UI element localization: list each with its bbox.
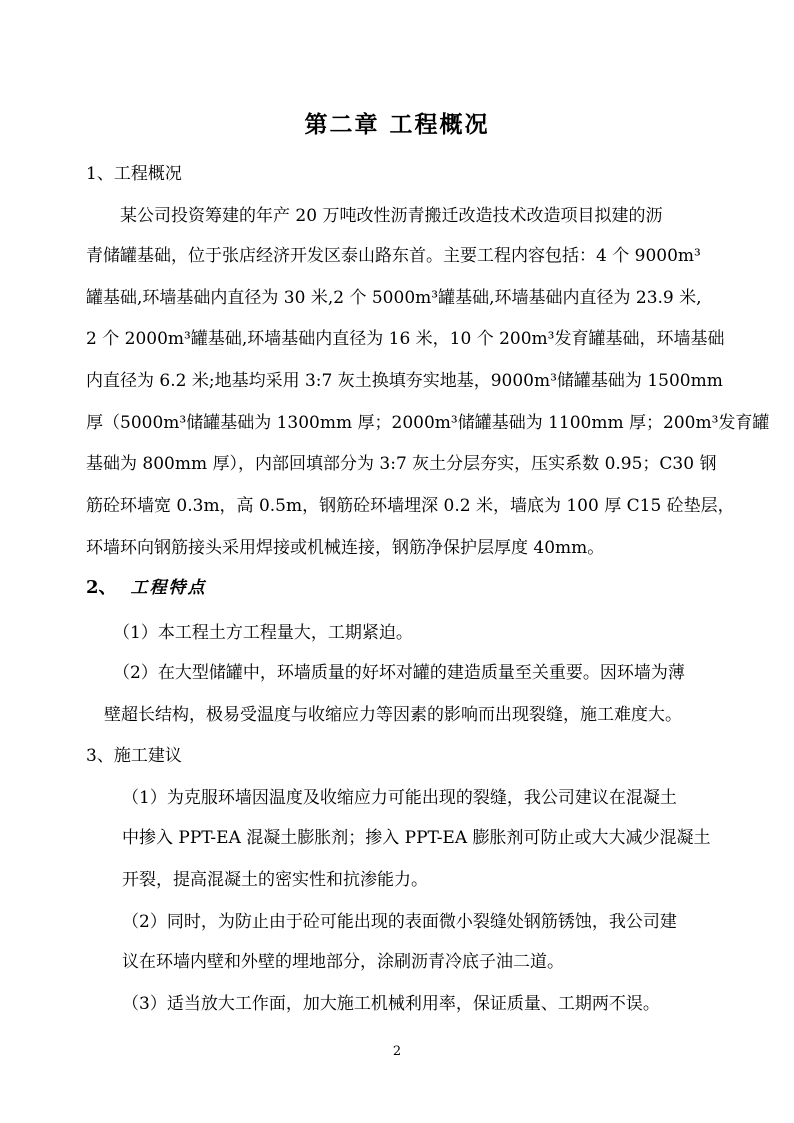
paragraph-line: 罐基础,环墙基础内直径为 30 米,2 个 5000m³罐基础,环墙基础内直径为 23.9 米, (86, 288, 702, 308)
paragraph-line: 基础为 800mm 厚），内部回填部分为 3:7 灰土分层夯实，压实系数 0.95；C30 钢 (86, 454, 717, 474)
section-3-heading: 3、施工建议 (86, 746, 182, 766)
list-item: （2）同时，为防止由于砼可能出现的表面微小裂缝处钢筋锈蚀，我公司建 (122, 912, 677, 932)
list-item: 议在环墙内壁和外壁的埋地部分，涂刷沥青冷底子油二道。 (122, 952, 564, 972)
list-item: （1）本工程土方工程量大，工期紧迫。 (113, 623, 413, 643)
list-item: 开裂，提高混凝土的密实性和抗渗能力。 (122, 870, 428, 890)
section-2-number: 2、 (86, 577, 117, 598)
list-item: 中掺入 PPT-EA 混凝土膨胀剂；掺入 PPT-EA 膨胀剂可防止或大大减少混凝土 (122, 828, 711, 848)
list-item: （1）为克服环墙因温度及收缩应力可能出现的裂缝，我公司建议在混凝土 (122, 788, 677, 808)
list-item: 壁超长结构，极易受温度与收缩应力等因素的影响而出现裂缝，施工难度大。 (104, 705, 682, 725)
paragraph-line: 厚（5000m³储罐基础为 1300mm 厚；2000m³储罐基础为 1100mm 厚；200m³发育罐 (86, 413, 770, 433)
section-2-title: 工程特点 (130, 578, 207, 598)
list-item: （2）在大型储罐中，环墙质量的好坏对罐的建造质量至关重要。因环墙为薄 (113, 663, 685, 683)
paragraph-line: 筋砼环墙宽 0.3m，高 0.5m，钢筋砼环墙埋深 0.2 米，墙底为 100 厚 C15 砼垫层， (86, 496, 735, 516)
paragraph-line: 内直径为 6.2 米;地基均采用 3:7 灰土换填夯实地基，9000m³储罐基础为 1500mm (86, 371, 723, 391)
paragraph-line: 某公司投资筹建的年产 20 万吨改性沥青搬迁改造技术改造项目拟建的沥 (86, 206, 663, 226)
paragraph-line: 2 个 2000m³罐基础,环墙基础内直径为 16 米，10 个 200m³发育罐基础，环墙基础 (86, 329, 725, 349)
page-number: 2 (392, 1044, 402, 1059)
paragraph-line: 青储罐基础，位于张店经济开发区泰山路东首。主要工程内容包括：4 个 9000m³ (86, 246, 701, 266)
paragraph-line: 环墙环向钢筋接头采用焊接或机械连接，钢筋净保护层厚度 40mm。 (86, 538, 605, 558)
section-2-heading (86, 573, 207, 599)
section-1-heading: 1、工程概况 (86, 164, 182, 184)
chapter-title: 第二章 工程概况 (304, 112, 490, 138)
list-item: （3）适当放大工作面，加大施工机械利用率，保证质量、工期两不误。 (122, 994, 660, 1014)
